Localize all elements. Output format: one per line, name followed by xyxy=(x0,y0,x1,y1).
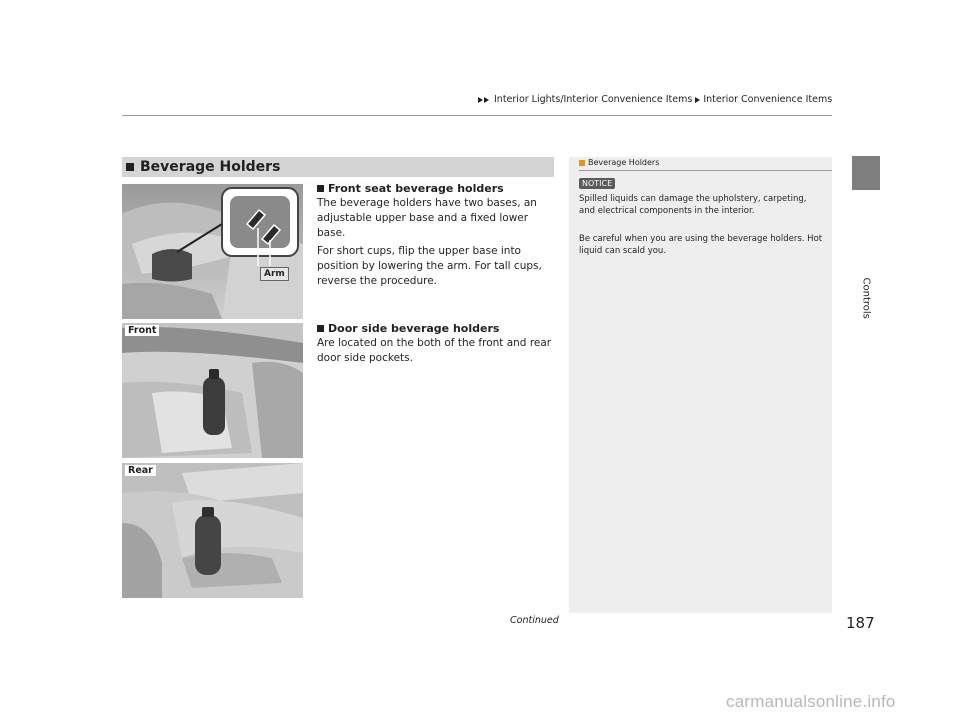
breadcrumb-item-current[interactable]: Interior Convenience Items xyxy=(703,94,833,105)
side-tab-label: Controls xyxy=(860,277,872,319)
note-reference-icon xyxy=(579,160,585,166)
side-tab-marker xyxy=(852,156,880,190)
square-bullet-icon xyxy=(317,185,324,192)
door-side-paragraph: Are located on the both of the front and rear door side pockets. xyxy=(317,337,552,364)
door-side-heading xyxy=(317,322,499,335)
watermark: carmanualsonline.info xyxy=(726,692,896,711)
continued-label: Continued xyxy=(510,615,559,626)
rear-image-label: Rear xyxy=(125,465,156,476)
sidebar-note-heading xyxy=(579,158,659,167)
square-bullet-icon xyxy=(126,163,134,171)
page-number: 187 xyxy=(846,614,875,632)
door-side-heading-text: Door side beverage holders xyxy=(328,322,500,335)
sidebar-note-rule xyxy=(579,170,832,171)
front-seat-paragraph-1: The beverage holders have two bases, an adjustable upper base and a fixed lower base. xyxy=(317,197,537,239)
notice-text: Spilled liquids can damage the upholstery, carpeting, and electrical components in the interior. xyxy=(579,194,807,216)
caution-text: Be careful when you are using the beverage holders. Hot liquid can scald you. xyxy=(579,234,823,256)
arm-callout-label: Arm xyxy=(260,267,289,281)
header-rule xyxy=(122,115,832,116)
sidebar-note-panel xyxy=(569,157,832,613)
front-door-beverage-holder-image xyxy=(122,323,303,458)
arrow-right-icon xyxy=(695,97,700,103)
front-image-label: Front xyxy=(125,325,159,336)
rear-door-beverage-holder-image xyxy=(122,463,303,598)
console-beverage-holder-image xyxy=(122,184,303,319)
section-title: Beverage Holders xyxy=(140,159,281,175)
square-bullet-icon xyxy=(317,325,324,332)
front-seat-heading-text: Front seat beverage holders xyxy=(328,182,504,195)
front-seat-heading xyxy=(317,182,504,195)
section-title-bar xyxy=(122,157,554,177)
double-arrow-icon xyxy=(478,97,489,103)
front-seat-paragraph-2: For short cups, flip the upper base into position by lowering the arm. For tall cups, reverse the procedure. xyxy=(317,245,542,287)
breadcrumb-item-parent[interactable]: Interior Lights/Interior Convenience Items xyxy=(494,94,693,105)
breadcrumb xyxy=(478,94,832,105)
sidebar-note-title: Beverage Holders xyxy=(588,158,660,167)
notice-badge: NOTICE xyxy=(579,178,615,189)
